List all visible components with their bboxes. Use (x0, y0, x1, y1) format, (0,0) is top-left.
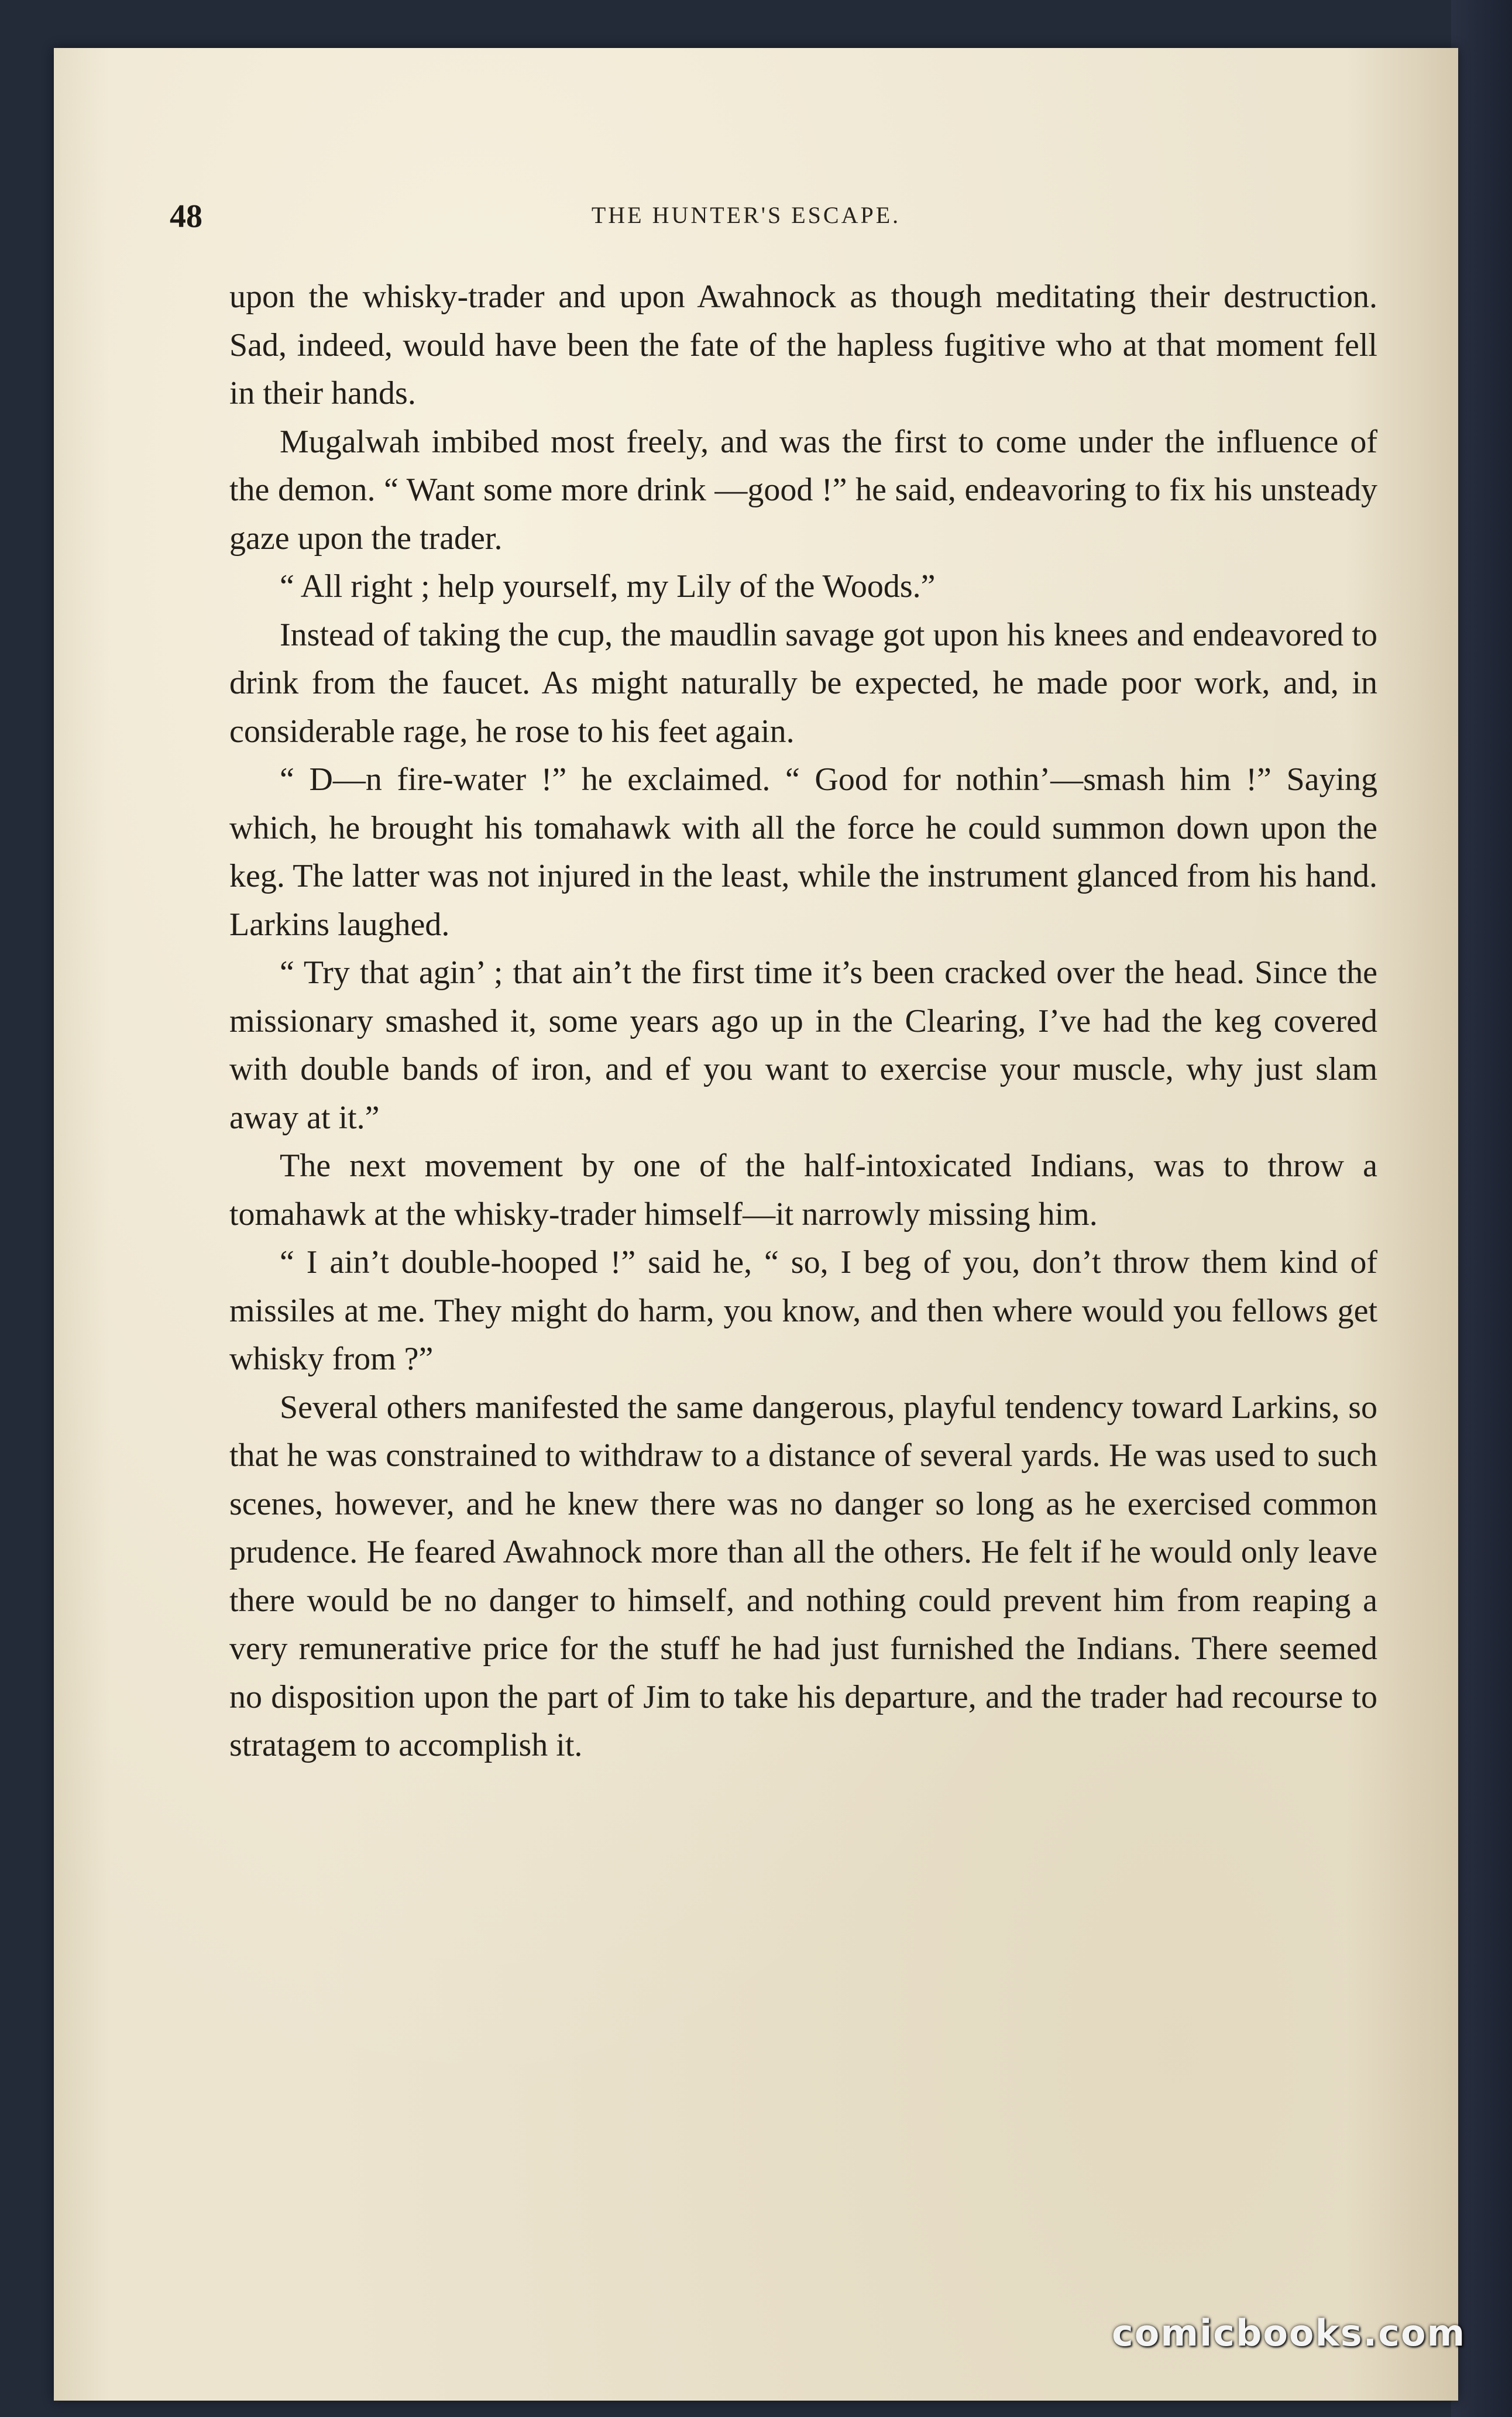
running-head: THE HUNTER'S ESCAPE. (591, 202, 901, 228)
paragraph-1: upon the whisky-trader and upon Awahnock as though meditating their destruction. Sad, indeed, would have been the fate of the hapless fugitive who at that moment fell in their hands. (229, 279, 1377, 411)
page-number: 48 (170, 198, 202, 235)
paragraph-7: The next movement by one of the half-intoxicated Indians, was to throw a tomahawk at the whisky-trader himself—it narrowly missing him. (229, 1148, 1377, 1232)
page-body (229, 273, 1377, 1770)
page-header (170, 198, 1322, 245)
paragraph-9: Several others manifested the same dangerous, playful tendency toward Larkins, so that he was constrained to withdraw to a distance of several yards. He was used to such scenes, however, and he knew there was no danger so long as he exercised common prudence. He feared Awahnock more than all the others. He felt if he would only leave there would be no danger to himself, and nothing could prevent him from reaping a very remunerative price for the stuff he had just furnished the Indians. There seemed no disposition upon the part of Jim to take his departure, and the trader had recourse to stratagem to accomplish it. (229, 1389, 1377, 1763)
book-cover-edge (1451, 0, 1512, 2417)
paragraph-3: “ All right ; help yourself, my Lily of the Woods.” (280, 568, 936, 605)
paragraph-2: Mugalwah imbibed most freely, and was the first to come under the influence of the demon. “ Want some more drink —good !” he said, endeavoring to fix his unsteady gaze upon the trader. (229, 423, 1377, 557)
paragraph-8: “ I ain’t double-hooped !” said he, “ so, I beg of you, don’t throw them kind of missiles at me. They might do harm, you know, and then where would you fellows get whisky from ?” (229, 1244, 1377, 1377)
paragraph-4: Instead of taking the cup, the maudlin savage got upon his knees and endeavored to drink from the faucet. As might naturally be expected, he made poor work, and, in considerable rage, he rose to his feet again. (229, 616, 1377, 750)
paragraph-5: “ D—n fire-water !” he exclaimed. “ Good for nothin’—smash him !” Saying which, he brought his tomahawk with all the force he could summon down upon the keg. The latter was not injured in the least, while the instrument glanced from his hand. Larkins laughed. (229, 761, 1377, 943)
site-watermark: comicbooks.com (1112, 2312, 1466, 2354)
paragraph-6: “ Try that agin’ ; that ain’t the first time it’s been cracked over the head. Since the missionary smashed it, some years ago up in the Clearing, I’ve had the keg covered with double bands of iron, and ef you want to exercise your muscle, why just slam away at it.” (229, 955, 1377, 1136)
